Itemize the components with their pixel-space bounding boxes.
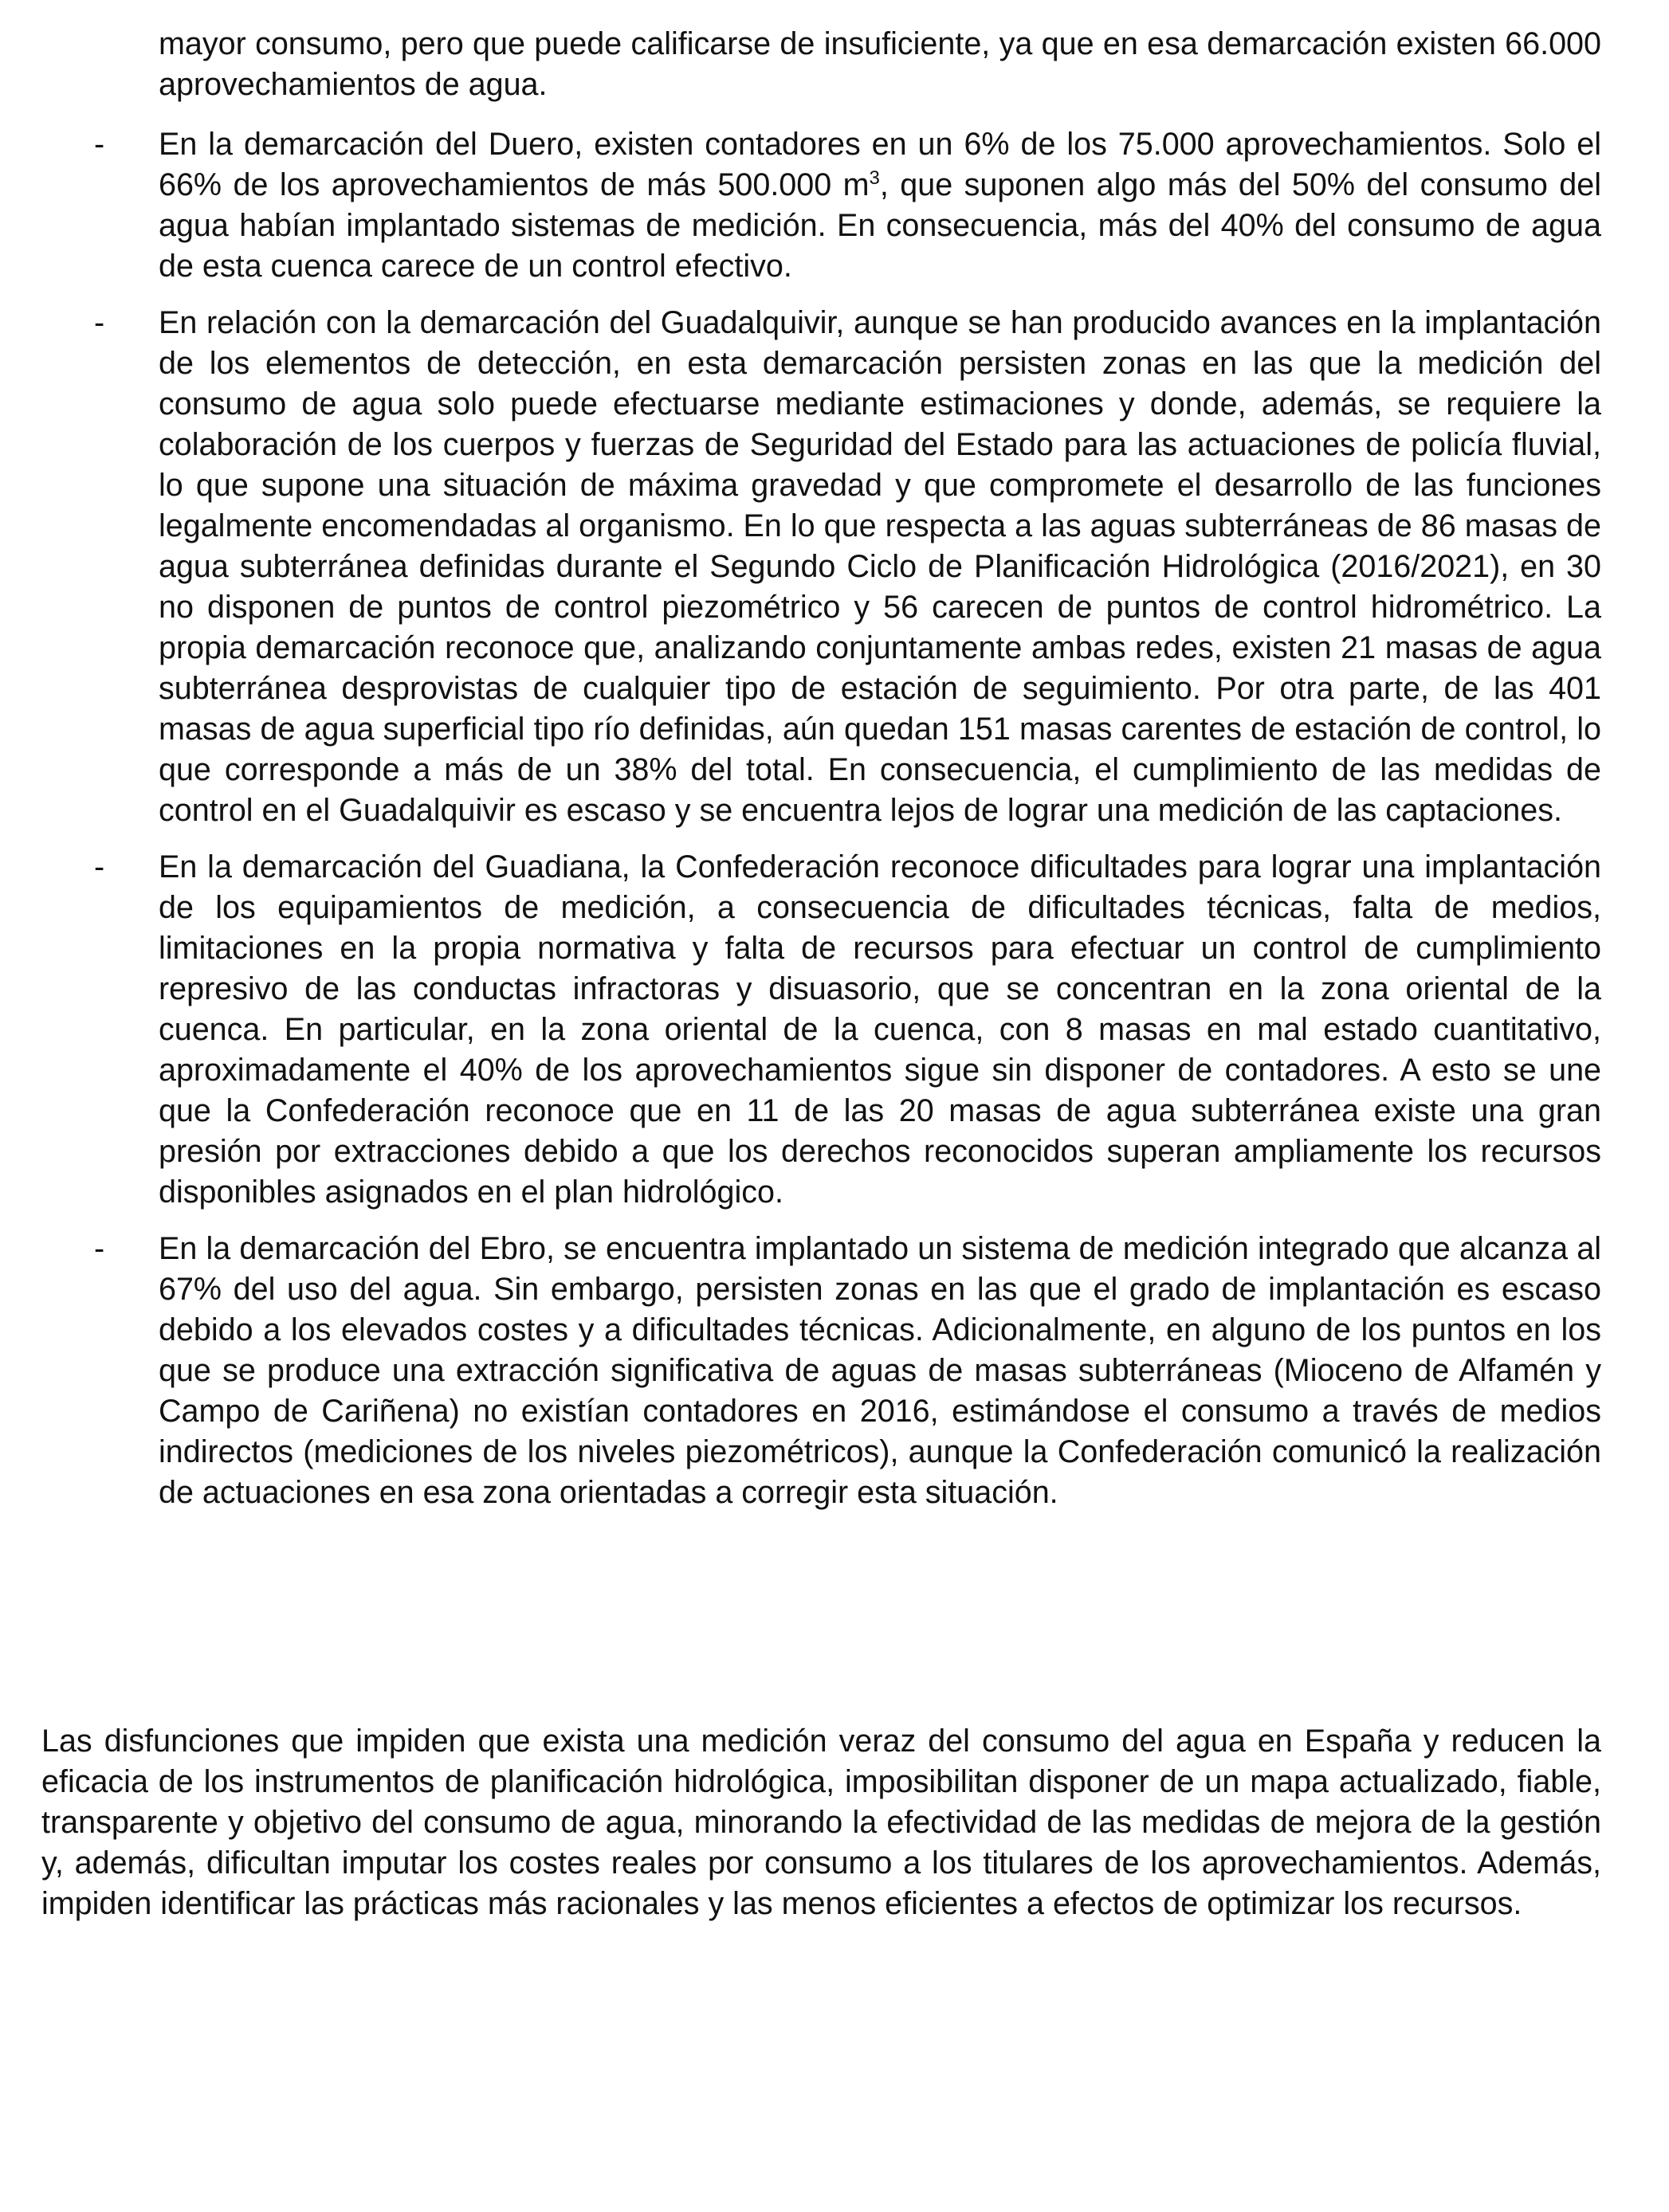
list-item-ebro — [0, 1229, 1669, 1513]
list-item-guadiana — [0, 847, 1669, 1213]
bullet-dash: - — [94, 849, 105, 884]
cubic-superscript: 3 — [869, 167, 880, 189]
list-item-guadalquivir — [0, 303, 1669, 831]
list-item-text: En la demarcación del Ebro, se encuentra implantado un sistema de medición integrado que alcanza al 67% del uso del agua. Sin embargo, persisten zonas en las que el grado de implantación es escaso debido a los elevados costes y a dificultades técnicas. Adicionalmente, en alguno de los puntos en los que se produce una extracción significativa de aguas de masas subterráneas (Mioceno de Alfamén y Campo de Cariñena) no existían contadores en 2016, estimándose el consumo a través de medios indirectos (mediciones de los niveles piezométricos), aunque la Confederación comunicó la realización de actuaciones en esa zona orientadas a corregir esta situación. — [159, 1231, 1601, 1510]
bullet-dash: - — [94, 1231, 105, 1266]
bullet-dash: - — [94, 127, 105, 162]
list-item-text: En la demarcación del Guadiana, la Confederación reconoce dificultades para lograr una implantación de los equipamientos de medición, a consecuencia de dificultades técnicas, falta de medios, limitaciones en la propia normativa y falta de recursos para efectuar un control de cumplimiento represivo de las conductas infractoras y disuasorio, que se concentran en la zona oriental de la cuenca. En particular, en la zona oriental de la cuenca, con 8 masas en mal estado cuantitativo, aproximadamente el 40% de los aprovechamientos sigue sin disponer de contadores. A esto se une que la Confederación reconoce que en 11 de las 20 masas de agua subterránea existe una gran presión por extracciones debido a que los derechos reconocidos superan ampliamente los recursos disponibles asignados en el plan hidrológico. — [159, 849, 1601, 1210]
duero-text-part-1: En la demarcación del Duero, existen contadores en un 6% de los 75.000 aprovechamientos. Solo el 66% de los aprovechamientos de más 500.000 m — [159, 127, 1601, 202]
list-item-text — [159, 124, 1601, 287]
duero-text-part-2: , que suponen algo más del 50% del consumo del agua habían implantado sistemas de medición. En consecuencia, más del 40% del consumo de agua de esta cuenca carece de un control efectivo. — [159, 167, 1601, 284]
bullet-list — [0, 124, 1669, 1529]
closing-paragraph: Las disfunciones que impiden que exista una medición veraz del consumo del agua en España y reducen la eficacia de los instrumentos de planificación hidrológica, imposibilitan disponer de un mapa actualizado, fiable, transparente y objetivo del consumo de agua, minorando la efectividad de las medidas de mejora de la gestión y, además, dificultan imputar los costes reales por consumo a los titulares de los aprovechamientos. Además, impiden identificar las prácticas más racionales y las menos eficientes a efectos de optimizar los recursos. — [41, 1724, 1601, 1921]
list-item-text: En relación con la demarcación del Guadalquivir, aunque se han producido avances en la implantación de los elementos de detección, en esta demarcación persisten zonas en las que la medición del consumo de agua solo puede efectuarse mediante estimaciones y donde, además, se requiere la colaboración de los cuerpos y fuerzas de Seguridad del Estado para las actuaciones de policía fluvial, lo que supone una situación de máxima gravedad y que compromete el desarrollo de las funciones legalmente encomendadas al organismo. En lo que respecta a las aguas subterráneas de 86 masas de agua subterránea definidas durante el Segundo Ciclo de Planificación Hidrológica (2016/2021), en 30 no disponen de puntos de control piezométrico y 56 carecen de puntos de control hidrométrico. La propia demarcación reconoce que, analizando conjuntamente ambas redes, existen 21 masas de agua subterránea desprovistas de cualquier tipo de estación de seguimiento. Por otra parte, de las 401 masas de agua superficial tipo río definidas, aún quedan 151 masas carentes de estación de control, lo que corresponde a más de un 38% del total. En consecuencia, el cumplimiento de las medidas de control en el Guadalquivir es escaso y se encuentra lejos de lograr una medición de las captaciones. — [159, 305, 1601, 828]
bullet-dash: - — [94, 305, 105, 340]
list-item-duero — [0, 124, 1669, 287]
continued-paragraph: mayor consumo, pero que puede calificarse de insuficiente, ya que en esa demarcación existen 66.000 aprovechamientos de agua. — [159, 26, 1601, 102]
